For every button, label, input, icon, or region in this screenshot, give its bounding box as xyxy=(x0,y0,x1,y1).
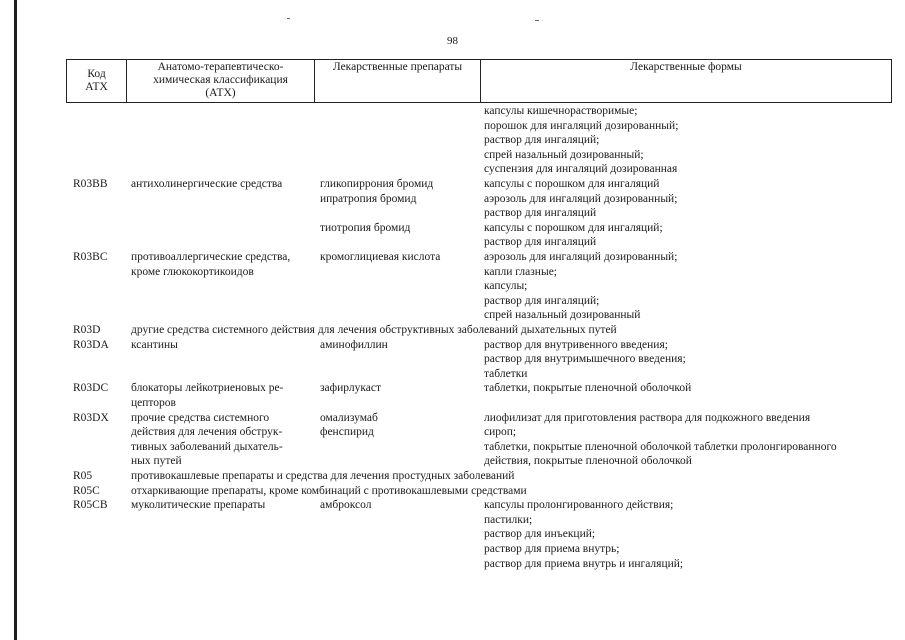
table-row xyxy=(0,367,905,382)
header-code-line: АТХ xyxy=(85,81,108,93)
drug-name: гликопиррония бромид xyxy=(320,178,434,190)
dosage-form: сироп; xyxy=(484,426,517,439)
atc-classification: блокаторы лейкотриеновых ре- xyxy=(131,382,284,395)
dosage-form: пастилки; xyxy=(484,513,533,526)
atc-classification: отхаркивающие препараты, кроме комбинаций с противокашлевыми средствами xyxy=(131,484,527,497)
dosage-form: таблетки, покрытые пленочной оболочкой таблетки пролонгированного xyxy=(484,440,837,453)
header-class-line: химическая классификация xyxy=(153,74,288,86)
dosage-form: таблетки, покрытые пленочной оболочкой xyxy=(484,382,692,395)
dosage-form: капсулы кишечнорастворимые; xyxy=(484,105,638,117)
table-row xyxy=(0,308,905,323)
table-row xyxy=(0,250,905,265)
scan-speck xyxy=(535,20,539,21)
atc-classification: муколитические препараты xyxy=(131,499,266,512)
table-row xyxy=(0,119,905,134)
table-row xyxy=(0,294,905,309)
atc-code: R05 xyxy=(73,470,93,482)
atc-code: R03DA xyxy=(73,338,109,351)
table-row xyxy=(0,411,905,426)
dosage-form: спрей назальный дозированный; xyxy=(484,148,644,161)
header-class-line: (АТХ) xyxy=(205,87,236,99)
table-row xyxy=(0,396,905,411)
drug-name: ипратропия бромид xyxy=(320,192,417,205)
table-row xyxy=(0,484,905,499)
drug-name: омализумаб xyxy=(320,411,378,424)
table-row xyxy=(0,425,905,440)
table-row xyxy=(0,162,905,177)
dosage-form: капсулы с порошком для ингаляций xyxy=(484,178,660,190)
table-row xyxy=(0,235,905,250)
atc-code: R03DC xyxy=(73,382,109,395)
atc-classification: ных путей xyxy=(131,455,182,468)
drug-name: зафирлукаст xyxy=(320,382,381,395)
dosage-form: раствор для приема внутрь; xyxy=(484,543,620,555)
table-row xyxy=(0,498,905,513)
header-class-line: Анатомо-терапевтическо- xyxy=(157,61,284,73)
dosage-form: порошок для ингаляций дозированный; xyxy=(484,119,679,132)
dosage-form: раствор для ингаляций xyxy=(484,207,597,220)
header-code xyxy=(67,60,127,103)
atc-classification: антихолинергические средства xyxy=(131,178,283,190)
table-row xyxy=(0,221,905,236)
table-row xyxy=(0,469,905,484)
dosage-form: капли глазные; xyxy=(484,265,557,278)
atc-classification: тивных заболеваний дыхатель- xyxy=(131,440,283,453)
table-row xyxy=(0,148,905,163)
scan-speck xyxy=(287,18,290,19)
atc-classification: кроме глюкокортикоидов xyxy=(131,265,254,278)
dosage-form: капсулы с порошком для ингаляций; xyxy=(484,221,663,234)
dosage-form: раствор для ингаляций; xyxy=(484,294,600,307)
atc-classification: цепторов xyxy=(131,397,176,409)
dosage-form: раствор для ингаляций xyxy=(484,236,597,249)
dosage-form: аэрозоль для ингаляций дозированный; xyxy=(484,192,678,205)
dosage-form: действия, покрытые пленочной оболочкой xyxy=(484,455,692,468)
table-header xyxy=(66,59,892,103)
dosage-form: лиофилизат для приготовления раствора для подкожного введения xyxy=(484,411,811,424)
atc-classification: прочие средства системного xyxy=(131,411,270,424)
header-code-line: Код xyxy=(87,68,106,80)
header-classification xyxy=(127,60,315,103)
dosage-form: раствор для приема внутрь и ингаляций; xyxy=(484,557,684,570)
dosage-form: спрей назальный дозированный xyxy=(484,309,641,322)
table-row xyxy=(0,192,905,207)
table-row xyxy=(0,542,905,557)
table-row xyxy=(0,440,905,455)
atc-code: R03DX xyxy=(73,411,109,424)
table-row xyxy=(0,133,905,148)
atc-classification: противоаллергические средства, xyxy=(131,251,291,263)
atc-code: R03BB xyxy=(73,178,108,190)
table-row xyxy=(0,338,905,353)
header-forms-label: Лекарственные формы xyxy=(630,61,742,73)
table-row xyxy=(0,323,905,338)
table-row xyxy=(0,557,905,572)
table-row xyxy=(0,381,905,396)
atc-classification: действия для лечения обструк- xyxy=(131,426,283,439)
dosage-form: раствор для внутривенного введения; xyxy=(484,338,668,351)
dosage-form: раствор для ингаляций; xyxy=(484,134,600,147)
header-forms xyxy=(481,60,892,103)
dosage-form: таблетки xyxy=(484,367,528,380)
atc-classification: противокашлевые препараты и средства для лечения простудных заболеваний xyxy=(131,470,515,482)
dosage-form: аэрозоль для ингаляций дозированный; xyxy=(484,251,678,263)
table-row xyxy=(0,206,905,221)
table-row xyxy=(0,527,905,542)
atc-code: R05C xyxy=(73,484,100,497)
drug-name: тиотропия бромид xyxy=(320,221,411,234)
atc-code: R03BC xyxy=(73,251,108,263)
dosage-form: раствор для инъекций; xyxy=(484,528,596,541)
table-row xyxy=(0,265,905,280)
table-row xyxy=(0,104,905,119)
table-row xyxy=(0,454,905,469)
header-drugs-label: Лекарственные препараты xyxy=(332,61,463,73)
atc-code: R05CB xyxy=(73,499,108,512)
table-row xyxy=(0,177,905,192)
dosage-form: раствор для внутримышечного введения; xyxy=(484,353,686,366)
drug-name: фенспирид xyxy=(320,426,374,439)
header-drugs xyxy=(315,60,481,103)
table-row xyxy=(0,279,905,294)
atc-classification: ксантины xyxy=(131,338,178,351)
table-row xyxy=(0,352,905,367)
page-number: 98 xyxy=(447,35,458,47)
atc-code: R03D xyxy=(73,324,101,336)
dosage-form: капсулы; xyxy=(484,280,528,293)
dosage-form: суспензия для ингаляций дозированная xyxy=(484,163,678,176)
drug-name: амброксол xyxy=(320,499,372,512)
drug-name: кромоглициевая кислота xyxy=(320,251,441,263)
atc-classification: другие средства системного действия для лечения обструктивных заболеваний дыхательных путей xyxy=(131,324,617,336)
drug-name: аминофиллин xyxy=(320,338,388,351)
table-row xyxy=(0,513,905,528)
dosage-form: капсулы пролонгированного действия; xyxy=(484,499,674,512)
